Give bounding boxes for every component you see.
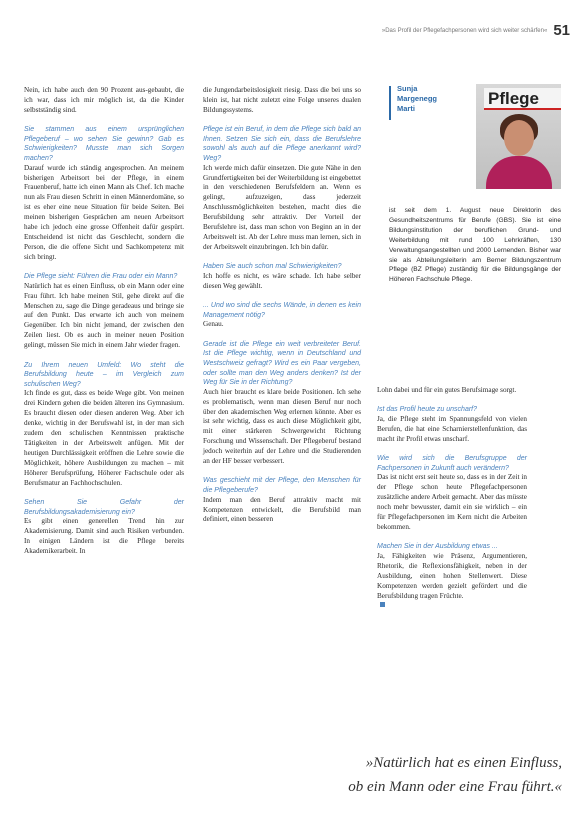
interview-answer: Nein, ich habe auch den 90 Prozent aus-gebaubt, die ich war, dass ich mir möglich ist, da die Kinder selbstständig sind. [24,86,184,114]
page-number: 51 [553,22,570,39]
interview-question: Ist das Profil heute zu unscharf? [377,406,477,414]
accent-bar [389,86,391,120]
interview-answer: die Jungendarbeitslosigkeit riesig. Dass die bei uns so klein ist, hat nicht zuletzt eine Folge unseres dualen Bildungssystems. [203,86,361,114]
paragraph [377,542,527,611]
paragraph [24,361,184,489]
photo-face [504,120,534,156]
interview-question: Zu Ihrem neuen Umfeld: Wo steht die Berufsbildung heute – im Vergleich zum schulischen Weg? [24,361,184,388]
interview-answer: Lohn dabei und für ein gutes Berufsimage sorgt. [377,386,517,394]
author-bio: ist seit dem 1. August neue Direktorin des Gesundheitszentrums für Berufe (GBS). Sie ist eine Bildungsinstitution der beruflichen Grund- und Weiterbildung mit rund 100 Lehrkräften, 130 Verwaltungsangestellten und 2000 Lernenden. Bisher war sie als Abteilungsleiterin am Berner Bildungszentrum Pflege (BZ Pflege) zuständig für die Bildungsgänge der Höheren Fachschule Pflege. [389,207,561,284]
pull-quote-line-2: ob ein Mann oder eine Frau führt.« [348,779,562,795]
pull-quote-line-1: »Natürlich hat es einen Einfluss, [365,755,562,771]
interview-question: Was geschieht mit der Pflege, den Menschen für die Pflegeberufe? [203,477,361,495]
paragraph [203,262,361,291]
author-first-name: Sunja [397,84,418,93]
author-name-block [389,84,465,114]
paragraph [377,405,527,444]
interview-question: Die Pflege sieht: Führen die Frau oder ein Mann? [24,273,178,281]
author-middle-name: Margenegg [397,94,438,103]
author-last-name: Marti [397,104,415,113]
interview-answer: Ich hoffe es nicht, es wäre schade. Ich habe selber diesen Weg gewählt. [203,271,361,290]
interview-question: Gerade ist die Pflege ein weit verbreiteter Beruf. Ist die Pflege wichtig, wenn in Deutschland und Westschweiz gefragt? Wird es ein Paar vergeben, oder sollte man den Weg anders denken? Ist der Weg für Sie in der Richtung? [203,340,361,387]
author-photo [476,84,561,189]
running-title: »Das Profil der Pflegefachpersonen wird sich weiter schärfen« [381,27,548,34]
interview-answer: Natürlich hat es einen Einfluss, ob ein Mann oder eine Frau führt. Ich habe meinen Stil, gehe direkt auf die Menschen zu, sage die Dinge geradeaus und bringe sie auf den Punkt. Das erwarte ich auch von meinem Gegenüber. Ich bin nicht jemand, der zwischen den Zeilen liest. Ob es auch in meiner neuen Position gelingt, müssen Sie mich in einem Jahr wieder fragen. [24,281,184,350]
running-header [382,22,570,39]
text-column-1 [24,86,184,566]
text-column-2 [203,86,361,535]
interview-answer: Ja, Fähigkeiten wie Präsenz, Argumentieren, Rhetorik, die Reflexionsfähigkeit, neben in der Ausbildung, einen hohen Stellenwert. Diese Kompetenzen werden gezielt gefördert und die Berufsbildung tragen Früchte. [377,551,527,600]
paragraph [24,86,184,116]
paragraph [203,86,361,116]
interview-question: Pflege ist ein Beruf, in dem die Pflege sich bald an Ihnen. Setzen Sie sich ein, dass die Berufslehre sowohl als auch auf die Pflege anerkannt wird? Weg? [203,126,361,162]
interview-question: ... Und wo sind die sechs Wände, in denen es kein Management nötig? [203,302,361,319]
paragraph [24,498,184,557]
interview-answer: Genau. [203,320,224,329]
paragraph [203,476,361,525]
paragraph [24,272,184,351]
interview-question: Haben Sie auch schon mal Schwierigkeiten? [203,263,342,271]
interview-answer: Das ist nicht erst seit heute so, dass es in der Zeit in der Pflege schon heute Pflegefachpersonen zusätzliche andere Arbeit gemacht. Aber das müsste noch mehr bewusster, damit ein sie wirklich – ein für Pflegefachpersonen im Kern nicht die Arbeiten bekommen. [377,473,527,531]
interview-answer: Ich werde mich dafür einsetzen. Die gute Nähe in den Grundfertigkeiten bei der Weiterbildung ist eingebettet in den verschiedenen Berufsfeldern an. Wenn es gelingt, aufzuzeigen, dass jederzeit Anschlussmöglichkeiten bestehen, macht dies die Berufsbildung sehr attraktiv. Der Vorteil der Berufslehre ist, dass man schon von Beginn an in der Arbeitswelt ist. Ab der Lehre muss man lernen, sich in der Arbeitswelt einzubringen. Ich bin dafür. [203,163,361,251]
interview-answer: Ich finde es gut, dass es beide Wege gibt. Von meinen drei Kindern gehen die beiden älteren ins Gymnasium. Es braucht diesen oder diesen anderen Weg. Aber ich denke, wichtig in der Berufswahl ist, in der man sich zudem den schulischen Kenntnissen praktische Tätigkeiten in der Arbeitswelt anfügen. Mit der heutigen Durchlässigkeit eröffnen die Lehre sowie die Möglichkeit, höhere Ausbildungen zu machen – mit Höherer Berufsprüfung, Höherer Fachschule oder als Berufsmatur an Fachhochschulen. [24,389,184,487]
interview-answer: Auch hier braucht es klare beide Positionen. Ich sehe es problematisch, wenn man diesen Beruf nur noch über den akademischen Weg erlernen könnte. Aber es ist sehr wichtig, dass es auch diese Möglichkeit gibt, mit einer stärkeren Schwergewicht Richtung Forschung und Wissenschaft. Der Pflegeberuf bestand jedoch weiterhin auf der Lehre und die Studierenden an der HF besser verbessert. [203,387,361,466]
paragraph [24,125,184,262]
paragraph [377,454,527,533]
paragraph [203,340,361,467]
pull-quote [300,751,562,799]
photo-body [486,156,552,189]
paragraph [203,125,361,253]
interview-answer: Indem man den Beruf attraktiv macht mit Kompetenzen entwickelt, die Berufsbild man definiert, einen besseren [203,495,361,524]
paragraph [377,386,527,396]
photo-sign: Pflege [484,88,561,110]
paragraph [203,301,361,330]
interview-question: Sehen Sie Gefahr der Berufsbildungsakademisierung ein? [24,498,184,516]
end-mark-icon [380,602,385,607]
interview-question: Machen Sie in der Ausbildung etwas ... [377,543,498,551]
interview-question: Sie stammen aus einem ursprünglichen Pflegeberuf – wo sehen Sie gewinn? Gab es Schwierigkeiten? Musste man sich Sorgen machen? [24,126,184,162]
interview-question: Wie wird sich die Berufsgruppe der Fachpersonen in Zukunft auch verändern? [377,455,527,472]
text-column-3 [377,386,527,621]
interview-answer: Darauf wurde ich ständig angesprochen. An meinem bisherigen Arbeitsort bei der Pflege, in einem Frauenberuf, hatte ich einen Mann als Chef. Ich mache nun als Frau diesen Schritt in einen Männerdomäne, so ist es eher eine neue Situation für beide Seiten. Bei meinen bisherigen Gesprächen am neuen Arbeitsort habe ich jedoch eine grosse Offenheit dafür gespürt. Entscheidend ist nicht das Geschlecht, sondern die Person, die die offene Sicht und Sachkompetenz mit sich bringt. [24,163,184,261]
interview-answer: Ja, die Pflege steht im Spannungsfeld von vielen Berufen, die hat eine Scharnierstellenfunktion, das macht ihr Profil etwas unscharf. [377,415,527,443]
interview-answer: Es gibt einen generellen Trend hin zur Akademisierung. Damit sind auch Risiken verbunden. In einigen Ländern ist die Pflege bereits Akademikerarbeit. In [24,517,184,555]
